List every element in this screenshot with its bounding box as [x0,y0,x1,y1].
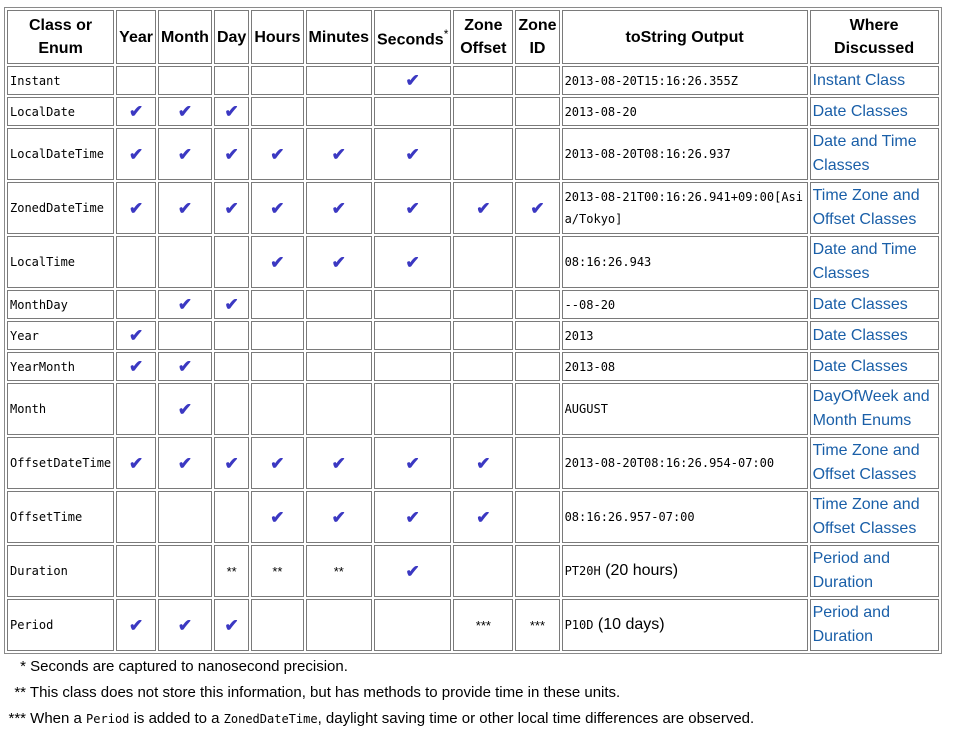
where-discussed-cell [810,97,939,126]
checkmark-icon: ✔ [128,144,144,164]
table-row [7,599,939,651]
table-row [7,321,939,350]
zone-id-cell [515,383,559,435]
hours-cell [251,352,303,381]
checkmark-icon: ✔ [224,144,239,164]
header-seconds-footnote-mark: * [443,26,449,41]
zone-offset-cell [453,491,513,543]
year-cell [116,437,156,489]
tostring-output-cell [562,545,808,597]
footnote-text-mid: is added to a [129,710,224,727]
zone-offset-cell [453,182,513,234]
day-cell [214,545,249,597]
month-cell [158,66,212,95]
where-discussed-link[interactable]: Date and Time Classes [812,241,917,282]
year-cell [116,128,156,180]
tostring-output-value: 2013 [564,328,594,343]
zone-offset-cell [453,97,513,126]
table-row [7,352,939,381]
tostring-output-cell [562,236,808,288]
minutes-cell [306,383,372,435]
checkmark-icon: ✔ [177,295,193,314]
header-month: Month [158,10,212,64]
where-discussed-cell [810,321,939,350]
month-cell [158,545,212,597]
table-row [7,383,939,435]
footnote-reference: ** [333,563,344,579]
zone-offset-cell [453,290,513,319]
year-cell [116,182,156,234]
class-name-cell: OffsetTime [7,491,114,543]
tostring-output-value: 08:16:26.957-07:00 [564,510,695,524]
where-discussed-link[interactable]: Date Classes [812,102,908,120]
where-discussed-link[interactable]: Time Zone and Offset Classes [812,187,920,228]
zone-id-cell [515,182,559,234]
year-cell [116,545,156,597]
table-row [7,290,939,319]
where-discussed-cell [810,599,939,651]
checkmark-icon: ✔ [331,198,346,218]
checkmark-icon: ✔ [270,144,285,164]
zone-id-cell [515,97,559,126]
where-discussed-cell [810,491,939,543]
month-cell [158,383,212,435]
month-cell [158,437,212,489]
day-cell [214,66,249,95]
seconds-cell [374,321,451,350]
seconds-cell [374,128,451,180]
year-cell [116,290,156,319]
minutes-cell [306,290,372,319]
header-where-discussed: Where Discussed [810,10,939,64]
checkmark-icon: ✔ [530,198,545,218]
header-day: Day [214,10,249,64]
year-cell [116,383,156,435]
minutes-cell [306,599,372,651]
minutes-cell [306,545,372,597]
month-cell [158,128,212,180]
header-hours: Hours [251,10,303,64]
footnote-reference: *** [529,617,546,633]
zone-id-cell [515,437,559,489]
checkmark-icon: ✔ [331,453,346,473]
zone-id-cell [515,290,559,319]
hours-cell [251,182,303,234]
year-cell [116,66,156,95]
where-discussed-cell [810,383,939,435]
header-year: Year [116,10,156,64]
footnotes [4,654,954,732]
checkmark-icon: ✔ [270,507,285,527]
checkmark-icon: ✔ [331,144,346,164]
class-name-cell: Duration [7,545,114,597]
tostring-output-cell [562,383,808,435]
footnote-marker: * [20,658,26,675]
table-row [7,97,939,126]
where-discussed-cell [810,352,939,381]
tostring-output-value: 2013-08-20 [564,104,637,119]
header-minutes: Minutes [306,10,372,64]
hours-cell [251,545,303,597]
seconds-cell [374,599,451,651]
date-time-classes-table [4,7,942,654]
class-name-cell: Year [7,321,114,350]
checkmark-icon: ✔ [405,71,420,90]
year-cell [116,236,156,288]
class-name-cell: Month [7,383,114,435]
zone-id-cell [515,352,559,381]
checkmark-icon: ✔ [128,326,144,345]
tostring-output-cell [562,437,808,489]
hours-cell [251,321,303,350]
zone-id-cell [515,599,559,651]
tostring-output-cell [562,182,808,234]
table-row [7,182,939,234]
month-cell [158,97,212,126]
checkmark-icon: ✔ [128,357,144,376]
where-discussed-link[interactable]: Date Classes [812,357,908,375]
hours-cell [251,97,303,126]
checkmark-icon: ✔ [405,561,420,581]
year-cell [116,352,156,381]
footnote-reference: ** [226,563,237,579]
day-cell [214,97,249,126]
header-class-or-enum: Class or Enum [7,10,114,64]
tostring-output-value: 2013-08-20T08:16:26.937 [564,147,731,161]
checkmark-icon: ✔ [270,453,285,473]
tostring-output-note: (20 hours) [600,562,679,579]
where-discussed-cell [810,66,939,95]
header-zone-id: Zone ID [515,10,559,64]
day-cell [214,128,249,180]
day-cell [214,321,249,350]
day-cell [214,383,249,435]
seconds-cell [374,437,451,489]
checkmark-icon: ✔ [405,453,420,473]
checkmark-icon: ✔ [177,399,193,419]
day-cell [214,599,249,651]
day-cell [214,290,249,319]
checkmark-icon: ✔ [270,252,285,272]
where-discussed-link[interactable]: Date Classes [812,295,908,313]
footnote-reference: *** [475,617,491,633]
footnote-code-zoneddatetime: ZonedDateTime [223,712,318,726]
zone-offset-cell [453,599,513,651]
zone-id-cell [515,128,559,180]
seconds-cell [374,97,451,126]
checkmark-icon: ✔ [476,507,491,527]
checkmark-icon: ✔ [177,198,193,218]
seconds-cell [374,491,451,543]
checkmark-icon: ✔ [224,198,239,218]
day-cell [214,491,249,543]
checkmark-icon: ✔ [224,295,239,314]
checkmark-icon: ✔ [224,102,239,121]
footnote-seconds [4,654,954,680]
where-discussed-link[interactable]: Time Zone and Offset Classes [812,442,920,483]
class-name-cell: LocalTime [7,236,114,288]
where-discussed-cell [810,128,939,180]
seconds-cell [374,182,451,234]
tostring-output-value: 2013-08 [564,359,616,374]
month-cell [158,236,212,288]
zone-offset-cell [453,437,513,489]
year-cell [116,97,156,126]
month-cell [158,599,212,651]
seconds-cell [374,66,451,95]
table-header-row [7,10,939,64]
hours-cell [251,128,303,180]
footnote-text: Seconds are captured to nanosecond precision. [30,658,348,675]
where-discussed-link[interactable]: Period and Duration [812,550,890,591]
checkmark-icon: ✔ [476,453,491,473]
tostring-output-cell [562,352,808,381]
checkmark-icon: ✔ [331,252,346,272]
class-name-cell: YearMonth [7,352,114,381]
tostring-output-cell [562,290,808,319]
checkmark-icon: ✔ [177,144,193,164]
minutes-cell [306,321,372,350]
where-discussed-link[interactable]: Time Zone and Offset Classes [812,496,920,537]
tostring-output-value: PT20H [564,564,601,578]
zone-offset-cell [453,128,513,180]
checkmark-icon: ✔ [128,453,144,473]
table-row [7,437,939,489]
footnote-reference: ** [272,563,283,579]
class-name-cell: LocalDate [7,97,114,126]
date-time-classes-table-container [4,7,942,654]
minutes-cell [306,128,372,180]
where-discussed-cell [810,290,939,319]
checkmark-icon: ✔ [177,453,193,473]
where-discussed-cell [810,182,939,234]
header-tostring-output: toString Output [562,10,808,64]
minutes-cell [306,66,372,95]
zone-offset-cell [453,321,513,350]
zone-id-cell [515,66,559,95]
seconds-cell [374,290,451,319]
zone-id-cell [515,236,559,288]
minutes-cell [306,236,372,288]
checkmark-icon: ✔ [405,198,420,218]
seconds-cell [374,383,451,435]
checkmark-icon: ✔ [405,252,420,272]
year-cell [116,321,156,350]
year-cell [116,599,156,651]
seconds-cell [374,236,451,288]
checkmark-icon: ✔ [224,453,239,473]
tostring-output-value: 08:16:26.943 [564,255,652,269]
hours-cell [251,383,303,435]
month-cell [158,352,212,381]
tostring-output-value: 2013-08-20T15:16:26.355Z [564,73,738,88]
day-cell [214,236,249,288]
zone-id-cell [515,545,559,597]
seconds-cell [374,545,451,597]
day-cell [214,182,249,234]
minutes-cell [306,97,372,126]
class-name-cell: LocalDateTime [7,128,114,180]
footnote-text-post: , daylight saving time or other local time differences are observed. [317,710,755,727]
tostring-output-value: 2013-08-20T08:16:26.954-07:00 [564,456,775,470]
checkmark-icon: ✔ [128,198,144,218]
where-discussed-link[interactable]: Period and Duration [812,604,890,645]
table-row [7,66,939,95]
checkmark-icon: ✔ [128,102,144,121]
minutes-cell [306,491,372,543]
header-seconds [374,10,451,64]
class-name-cell: Period [7,599,114,651]
class-name-cell: ZonedDateTime [7,182,114,234]
where-discussed-cell [810,437,939,489]
tostring-output-cell [562,66,808,95]
tostring-output-value: P10D [564,618,594,632]
footnote-units [4,680,954,706]
tostring-output-value: 2013-08-21T00:16:26.941+09:00[Asia/Tokyo] [564,190,803,226]
where-discussed-cell [810,545,939,597]
tostring-output-cell [562,321,808,350]
checkmark-icon: ✔ [405,507,420,527]
table-row [7,236,939,288]
zone-offset-cell [453,383,513,435]
zone-offset-cell [453,236,513,288]
checkmark-icon: ✔ [405,144,420,164]
hours-cell [251,491,303,543]
footnote-code-period: Period [86,712,130,726]
tostring-output-cell [562,97,808,126]
hours-cell [251,437,303,489]
footnote-text-pre: When a [30,710,87,727]
footnote-period [4,706,954,732]
day-cell [214,437,249,489]
hours-cell [251,290,303,319]
table-body [7,66,939,651]
footnote-marker: *** [8,710,26,727]
minutes-cell [306,182,372,234]
table-row [7,545,939,597]
year-cell [116,491,156,543]
month-cell [158,290,212,319]
where-discussed-link[interactable]: DayOfWeek and Month Enums [812,388,930,429]
month-cell [158,182,212,234]
table-row [7,491,939,543]
checkmark-icon: ✔ [177,615,193,635]
where-discussed-cell [810,236,939,288]
header-zone-offset: Zone Offset [453,10,513,64]
where-discussed-link[interactable]: Date Classes [812,326,908,344]
where-discussed-link[interactable]: Instant Class [812,71,906,89]
checkmark-icon: ✔ [331,507,346,527]
minutes-cell [306,352,372,381]
tostring-output-cell [562,599,808,651]
tostring-output-value: AUGUST [564,402,608,416]
checkmark-icon: ✔ [177,357,193,376]
hours-cell [251,66,303,95]
header-seconds-label: Seconds [377,31,444,49]
tostring-output-note: (10 days) [593,616,665,633]
footnote-text: This class does not store this information, but has methods to provide time in these units. [29,684,621,701]
checkmark-icon: ✔ [128,615,144,635]
zone-offset-cell [453,352,513,381]
tostring-output-cell [562,491,808,543]
where-discussed-link[interactable]: Date and Time Classes [812,133,917,174]
zone-id-cell [515,321,559,350]
checkmark-icon: ✔ [177,102,193,121]
day-cell [214,352,249,381]
month-cell [158,491,212,543]
tostring-output-value: --08-20 [564,297,616,312]
class-name-cell: Instant [7,66,114,95]
tostring-output-cell [562,128,808,180]
hours-cell [251,599,303,651]
hours-cell [251,236,303,288]
minutes-cell [306,437,372,489]
checkmark-icon: ✔ [224,615,239,635]
class-name-cell: OffsetDateTime [7,437,114,489]
class-name-cell: MonthDay [7,290,114,319]
seconds-cell [374,352,451,381]
checkmark-icon: ✔ [270,198,285,218]
zone-id-cell [515,491,559,543]
checkmark-icon: ✔ [476,198,491,218]
zone-offset-cell [453,66,513,95]
table-row [7,128,939,180]
footnote-marker: ** [14,684,26,701]
zone-offset-cell [453,545,513,597]
month-cell [158,321,212,350]
